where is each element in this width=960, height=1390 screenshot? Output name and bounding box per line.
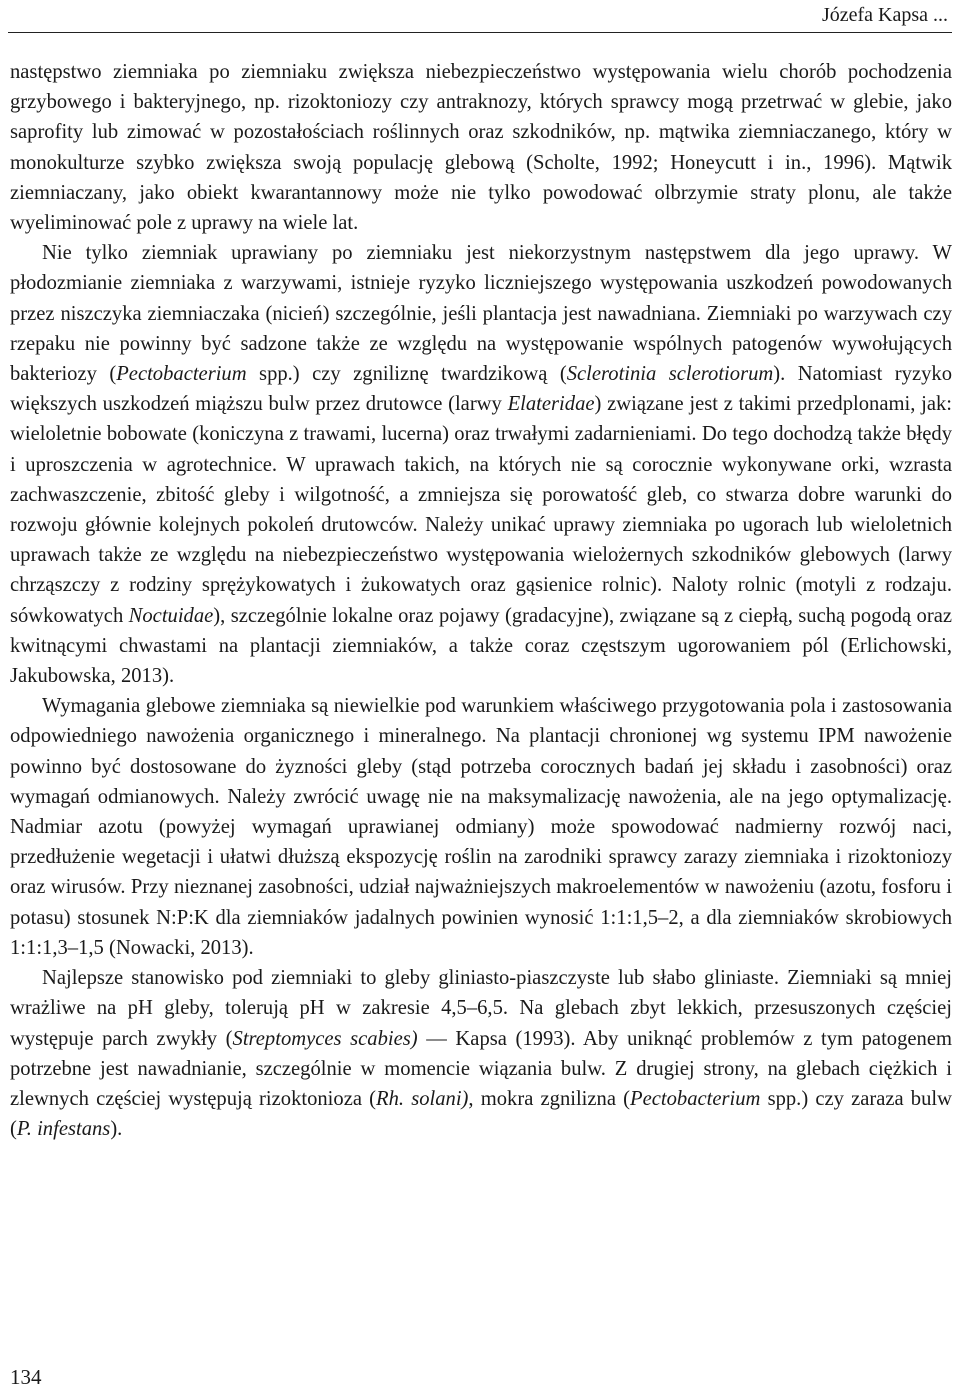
- text-run: spp.) czy zaraza bulw (: [10, 1087, 952, 1141]
- header-rule: [8, 32, 952, 33]
- italic-run: Sclerotinia sclerotiorum: [566, 363, 774, 386]
- running-head: Józefa Kapsa ...: [821, 4, 948, 26]
- text-run: spp.) czy zgniliznę twardzikową (: [246, 363, 567, 386]
- text-run: Najlepsze stanowisko pod ziemniaki to gleby gliniasto-piaszczyste lub słabo gliniaste. Ziemniaki są mniej wrażliwe na pH gleby, tolerują pH w zakresie 4,5–6,5. Na glebach zbyt lekkich, przesuszonych częściej występuje parch zwykły (: [10, 967, 952, 1050]
- italic-run: P. infestans: [16, 1118, 111, 1141]
- paragraph: [10, 691, 952, 963]
- text-run: Wymagania glebowe ziemniaka są niewielkie pod warunkiem właściwego przygotowania pola i zastosowania odpowiedniego nawożenia organicznego i mineralnego. Na plantacji chronionej wg systemu IPM nawożenie powinno być dostosowane do żyzności gleby (stąd potrzeba corocznych badań jej składu i zasobności) oraz wymagań odmianowych. Należy zwrócić uwagę nie na maksymalizację nawożenia, ale na jego optymalizację. Nadmiar azotu (powyżej wymagań uprawianej odmiany) może spowodować nadmierny rozwój naci, przedłużenie wegetacji i ułatwi dłuższą ekspozycję roślin na zarodniki sprawcy zarazy ziemniaka i rizoktoniozy oraz wirusów. Przy nieznanej zasobności, udział najważniejszych makroelementów w nawożeniu (azotu, fosforu i potasu) stosunek N:P:K dla ziemniaków jadalnych powinien wynosić 1:1:1,5–2, a dla ziemniaków skrobiowych 1:1:1,3–1,5 (Nowacki, 2013).: [10, 695, 952, 959]
- italic-run: Elateridae: [507, 393, 595, 416]
- italic-run: Noctuidae: [128, 604, 214, 627]
- italic-run: Pectobacterium: [116, 363, 247, 386]
- text-run: następstwo ziemniaka po ziemniaku zwiększa niebezpieczeństwo występowania wielu chorób pochodzenia grzybowego i bakteryjnego, np. rizoktoniozy czy antraknozy, których sprawcy mogą przetrwać w glebie, jako saprofity lub zimować w pozostałościach roślinnych oraz szkodników, np. mątwika ziemniaczanego, który w monokulturze szybko zwiększa swoją populację glebową (Scholte, 1992; Honeycutt i in., 1996). Mątwik ziemniaczany, jako obiekt kwarantannowy może nie tylko powodować olbrzymie straty plonu, ale także wyeliminować pole z uprawy na wiele lat.: [10, 61, 952, 235]
- text-run: Nie tylko ziemniak uprawiany po ziemniaku jest niekorzystnym następstwem dla jego uprawy. W płodozmianie ziemniaka z warzywami, istnieje ryzyko liczniejszego występowania uszkodzeń powodowanych przez niszczyka ziemniaczaka (nicień) szczególnie, jeśli plantacja jest nawadniana. Ziemniaki po warzywach czy rzepaku nie powinny być sadzone także ze względu na występowanie wspólnych patogenów wywołujących bakteriozy (: [10, 242, 952, 386]
- italic-run: Streptomyces scabies): [232, 1027, 418, 1050]
- text-run: , mokra zgnilizna (: [468, 1087, 631, 1110]
- text-run: ). Natomiast ryzyko większych uszkodzeń miąższu bulw przez drutowce (larwy: [10, 363, 952, 416]
- article-body: [10, 57, 952, 1144]
- paragraph: [10, 238, 952, 691]
- text-run: — Kapsa (1993). Aby uniknąć problemów z tym patogenem potrzebne jest nawadnianie, szczególnie w momencie wiązania bulw. Z drugiej strony, na glebach ciężkich i zlewnych częściej występują rizoktonioza (: [10, 1027, 952, 1110]
- italic-run: Pectobacterium: [630, 1087, 761, 1110]
- text-run: ).: [110, 1118, 123, 1141]
- paragraph: [10, 963, 952, 1144]
- text-run: ) związane jest z takimi przedplonami, jak: wieloletnie bobowate (koniczyna z trawami, lucerna) oraz trwałymi zadarnieniami. Do tego dochodzą także błędy i uproszczenia w agrotechnice. W uprawach takich, na których nie są corocznie wykonywane orki, wzrasta zachwaszczenie, zbitość gleby i wilgotność, a zmniejsza się porowatość gleb, co stwarza dobre warunki do rozwoju głównie kolejnych pokoleń drutowców. Należy unikać uprawy ziemniaka po ugorach lub wieloletnich uprawach także ze względu na niebezpieczeństwo występowania wielożernych szkodników glebowych (larwy chrząszczy z rodziny sprężykowatych i żukowatych oraz gąsienice rolnic). Naloty rolnic (motyli z rodzaju. sówkowatych: [10, 393, 952, 627]
- paragraph: [10, 57, 952, 238]
- italic-run: Rh. solani): [376, 1087, 469, 1110]
- page-number: 134: [10, 1365, 42, 1389]
- text-run: ), szczególnie lokalne oraz pojawy (gradacyjne), związane są z ciepłą, suchą pogodą oraz kwitnącymi chwastami na plantacji ziemniaków, a także coraz częstszym ugorowaniem pól (Erlichowski, Jakubowska, 2013).: [10, 604, 952, 688]
